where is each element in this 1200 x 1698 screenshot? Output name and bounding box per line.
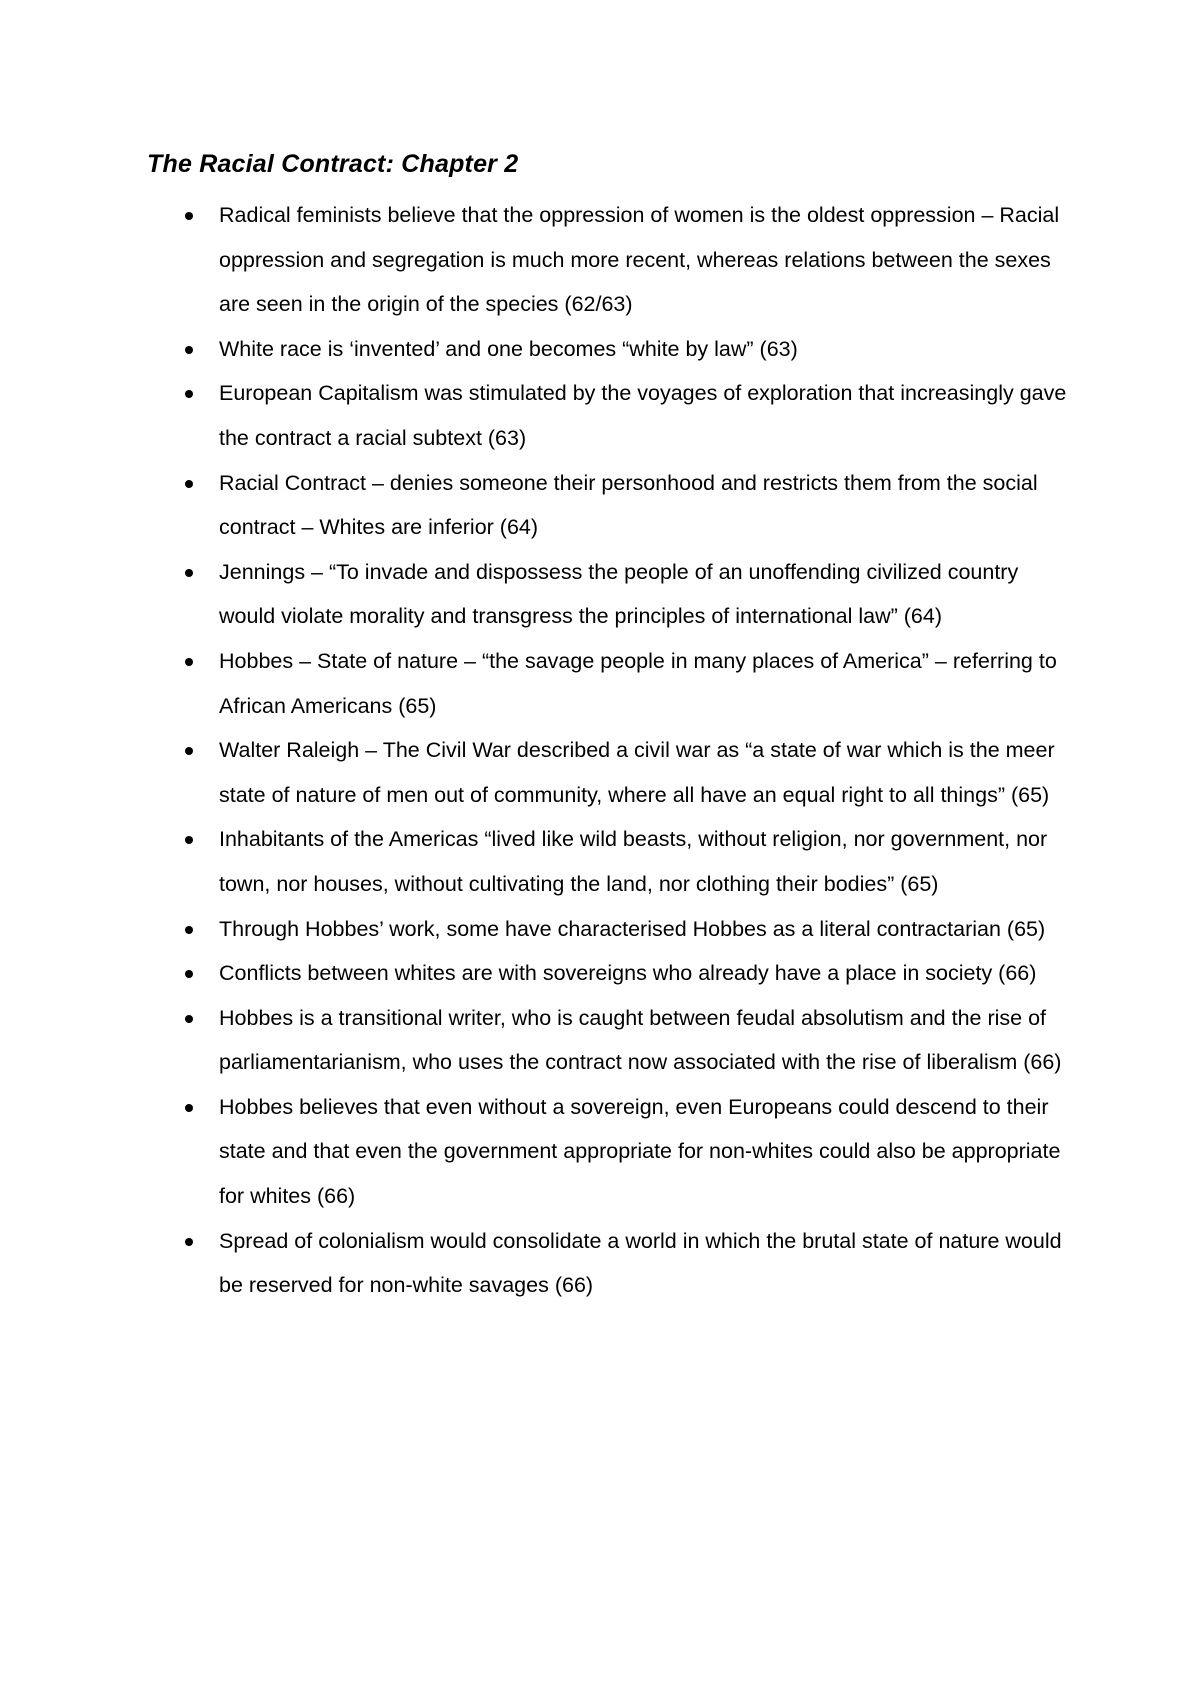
bullet-icon [185, 212, 193, 220]
bullet-icon [185, 1104, 193, 1112]
list-item [147, 817, 1067, 906]
bullet-icon [185, 926, 193, 934]
list-item [147, 461, 1067, 550]
list-item-text: Racial Contract – denies someone their personhood and restricts them from the social contract – Whites are inferior (64) [219, 470, 1038, 540]
bullet-icon [185, 480, 193, 488]
list-item-text: Through Hobbes’ work, some have characterised Hobbes as a literal contractarian (65) [219, 916, 1046, 941]
bullet-icon [185, 390, 193, 398]
bullet-list [147, 193, 1067, 1308]
list-item [147, 193, 1067, 327]
list-item-text: Radical feminists believe that the oppression of women is the oldest oppression – Racial oppression and segregation is much more recent, whereas relations between the sexes are seen in the origin of the species (62/63) [219, 203, 1060, 317]
list-item [147, 728, 1067, 817]
bullet-icon [185, 747, 193, 755]
list-item-text: Conflicts between whites are with sovereigns who already have a place in society (66) [219, 961, 1037, 986]
bullet-icon [185, 658, 193, 666]
bullet-icon [185, 569, 193, 577]
list-item-text: Inhabitants of the Americas “lived like wild beasts, without religion, nor government, nor town, nor houses, without cultivating the land, nor clothing their bodies” (65) [219, 827, 1048, 896]
list-item-text: European Capitalism was stimulated by the voyages of exploration that increasingly gave the contract a racial subtext (63) [219, 381, 1067, 450]
list-item-text: Hobbes believes that even without a sovereign, even Europeans could descend to their state and that even the government appropriate for non-whites could also be appropriate for whites (66) [219, 1094, 1061, 1209]
list-item-text: Jennings – “To invade and dispossess the people of an unoffending civilized country would violate morality and transgress the principles of international law” (64) [219, 559, 1019, 629]
list-item [147, 1085, 1067, 1219]
bullet-icon [185, 1015, 193, 1023]
bullet-icon [185, 1238, 193, 1246]
document-title: The Racial Contract: Chapter 2 [147, 150, 519, 178]
list-item [147, 550, 1067, 639]
list-item [147, 907, 1067, 952]
list-item [147, 371, 1067, 460]
list-item-text: Spread of colonialism would consolidate a world in which the brutal state of nature would be reserved for non-white savages (66) [219, 1228, 1062, 1298]
list-item [147, 996, 1067, 1085]
bullet-icon [185, 970, 193, 978]
bullet-icon [185, 836, 193, 844]
list-item [147, 639, 1067, 728]
list-item-text: Hobbes is a transitional writer, who is caught between feudal absolutism and the rise of parliamentarianism, who uses the contract now associated with the rise of liberalism (66) [219, 1005, 1062, 1075]
list-item-text: Hobbes – State of nature – “the savage people in many places of America” – referring to African Americans (65) [219, 648, 1057, 718]
list-item [147, 327, 1067, 372]
list-item-text: Walter Raleigh – The Civil War described a civil war as “a state of war which is the meer state of nature of men out of community, where all have an equal right to all things” (65) [219, 738, 1055, 807]
list-item [147, 951, 1067, 996]
list-item-text: White race is ‘invented’ and one becomes “white by law” (63) [219, 336, 798, 361]
bullet-icon [185, 346, 193, 354]
list-item [147, 1219, 1067, 1308]
